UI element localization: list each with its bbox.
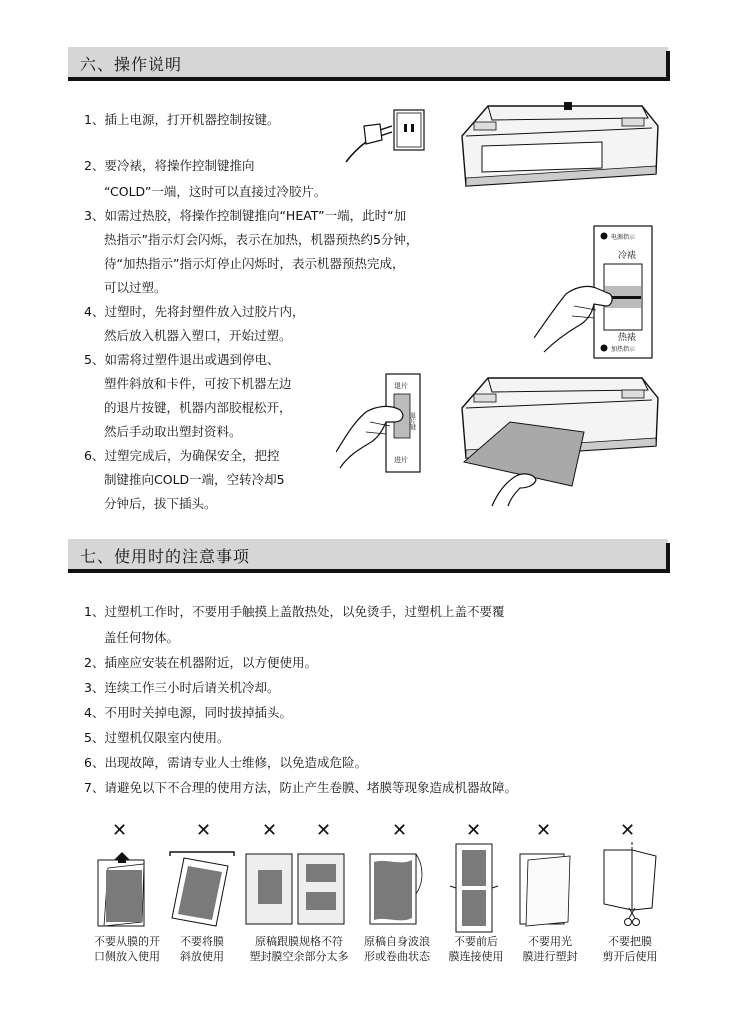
panel-top-label: 电源指示 — [611, 234, 636, 241]
step-6-line: 制键推向COLD一端，空转冷却5 — [104, 472, 285, 487]
prohibited-x-icon: ✕ — [316, 820, 332, 841]
step-6-line: 6、过塑完成后，为确保安全，把控 — [84, 448, 280, 463]
step-3-line: 可以过塑。 — [104, 280, 167, 295]
laminator-machine-illustration — [452, 96, 666, 196]
step-5-line: 5、如需将过塑件退出或遇到停电、 — [84, 352, 280, 367]
cut-film-illustration — [604, 842, 656, 926]
section-7-title: 七、使用时的注意事项 — [80, 547, 251, 566]
header-shadow — [68, 77, 670, 81]
caution-7-line: 7、请避免以下不合理的使用方法，防止产生卷膜、堵膜等现象造成机器故障。 — [84, 780, 517, 795]
step-1-line: 1、插上电源，打开机器控制按键。 — [84, 112, 280, 127]
feed-label: 进片 — [394, 456, 408, 464]
step-6-line: 分钟后，拔下插头。 — [104, 496, 217, 511]
release-key-label: 退片键 — [408, 412, 416, 430]
connected-films-illustration — [450, 844, 498, 932]
step-2-line: “COLD”一端，这时可以直接过冷胶片。 — [104, 184, 327, 199]
panel-cold-label: 冷裱 — [618, 251, 637, 261]
header-shadow — [68, 569, 670, 573]
misuse-caption-6: 不要用光 膜进行塑封 — [522, 935, 578, 963]
control-panel-illustration — [534, 222, 656, 362]
wall-socket-plug-illustration — [344, 104, 428, 168]
heat-indicator-icon — [601, 345, 608, 352]
caution-4-line: 4、不用时关掉电源，同时拔掉插头。 — [84, 705, 292, 720]
section-6-header — [68, 47, 668, 81]
panel-hot-label: 热裱 — [618, 333, 637, 343]
prohibited-x-icon: ✕ — [392, 820, 408, 841]
step-4-line: 4、过塑时，先将封塑件放入过胶片内， — [84, 304, 305, 319]
section-6-title: 六、操作说明 — [80, 55, 183, 74]
caution-6-line: 6、出现故障，需请专业人士维修，以免造成危险。 — [84, 755, 367, 770]
step-5-line: 然后手动取出塑封资料。 — [104, 424, 242, 439]
misuse-illustrations — [84, 842, 670, 934]
caution-3-line: 3、连续工作三小时后请关机冷却。 — [84, 680, 280, 695]
panel-bottom-label: 加热指示 — [611, 346, 636, 353]
caution-5-line: 5、过塑机仅限室内使用。 — [84, 730, 230, 745]
misuse-caption-7: 不要把膜 剪开后使用 — [602, 935, 658, 963]
caution-1-line: 盖任何物体。 — [104, 630, 180, 645]
tilted-placement-illustration — [170, 852, 234, 926]
prohibited-x-icon: ✕ — [196, 820, 212, 841]
scissors-icon — [625, 919, 632, 926]
misuse-caption-5: 不要前后 膜连接使用 — [448, 935, 504, 963]
caution-2-line: 2、插座应安装在机器附近，以方便使用。 — [84, 655, 317, 670]
laminator-sheet-illustration — [452, 368, 666, 508]
step-3-line: 待“加热指示”指示灯停止闪烁时，表示机器预热完成， — [104, 256, 405, 271]
release-top-label: 退片 — [394, 382, 408, 390]
step-3-line: 3、如需过热胶，将操作控制键推向“HEAT”一端，此时“加 — [84, 208, 407, 223]
step-2-line: 2、要冷裱，将操作控制键推向 — [84, 158, 255, 173]
section-7-header — [68, 539, 668, 573]
empty-film-illustration — [520, 854, 570, 926]
oversized-film-illustration — [246, 854, 344, 924]
prohibited-x-icon: ✕ — [536, 820, 552, 841]
power-indicator-icon — [601, 233, 608, 240]
misuse-caption-4: 原稿自身波浪 形或卷曲状态 — [364, 935, 430, 963]
wavy-original-illustration — [370, 854, 422, 924]
release-button-illustration — [336, 372, 424, 476]
misuse-caption-1: 不要从膜的开 口侧放入使用 — [94, 935, 160, 963]
prohibited-x-icon: ✕ — [466, 820, 482, 841]
misuse-caption-3: 原稿跟膜规格不符 塑封膜空余部分太多 — [249, 935, 349, 963]
misuse-caption-2: 不要将膜 斜放使用 — [180, 935, 224, 963]
step-4-line: 然后放入机器入塑口，开始过塑。 — [104, 328, 292, 343]
step-5-line: 塑件斜放和卡件，可按下机器左边 — [104, 376, 292, 391]
step-5-line: 的退片按键，机器内部胶棍松开， — [104, 400, 292, 415]
prohibited-x-icon: ✕ — [620, 820, 636, 841]
open-side-insert-illustration — [98, 852, 144, 926]
caution-1-line: 1、过塑机工作时，不要用手触摸上盖散热处，以免烫手，过塑机上盖不要覆 — [84, 604, 505, 619]
step-3-line: 热指示”指示灯会闪烁，表示在加热，机器预热约5分钟， — [104, 232, 419, 247]
prohibited-x-icon: ✕ — [262, 820, 278, 841]
prohibited-x-icon: ✕ — [112, 820, 128, 841]
